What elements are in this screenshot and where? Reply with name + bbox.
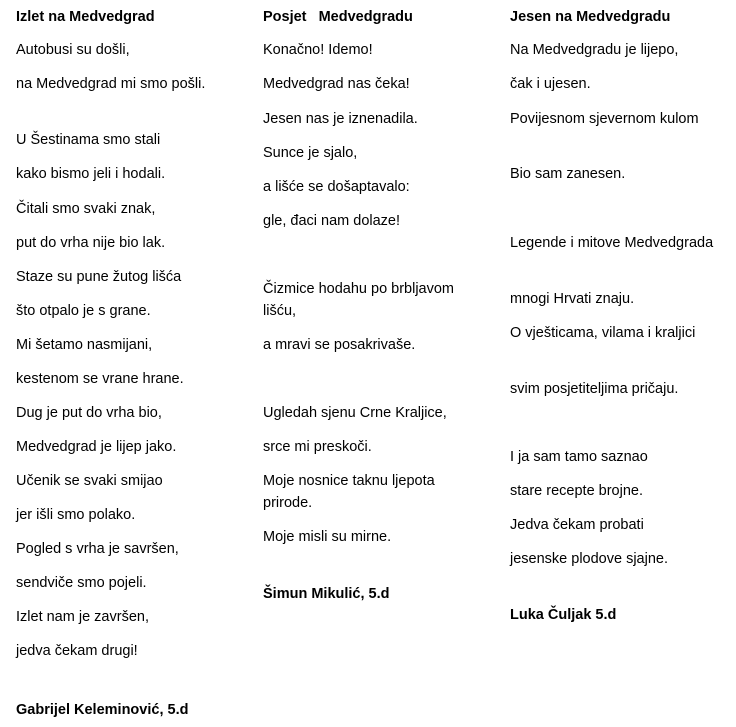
poem-line: Dug je put do vrha bio, bbox=[16, 405, 162, 421]
poem-author: Luka Čuljak 5.d bbox=[510, 607, 617, 623]
poem-line: Konačno! Idemo! bbox=[263, 42, 373, 58]
poem-line: Staze su pune žutog lišća bbox=[16, 269, 182, 285]
poem-line: Na Medvedgradu je lijepo, bbox=[510, 42, 679, 58]
poem-line: Moje misli su mirne. bbox=[263, 529, 392, 545]
poem-line: mnogi Hrvati znaju. bbox=[510, 291, 635, 307]
poem-line: Legende i mitove Medvedgrada bbox=[510, 235, 714, 251]
poem-author: Šimun Mikulić, 5.d bbox=[263, 586, 390, 602]
poem-line: Izlet nam je završen, bbox=[16, 609, 149, 625]
poem-line: Moje nosnice taknu ljepota prirode. bbox=[263, 473, 435, 511]
poem-line: čak i ujesen. bbox=[510, 76, 591, 92]
poem-line: put do vrha nije bio lak. bbox=[16, 235, 166, 251]
poem-line: O vješticama, vilama i kraljici bbox=[510, 325, 696, 341]
poem-line: Jesen nas je iznenadila. bbox=[263, 111, 418, 127]
poem-line: na Medvedgrad mi smo pošli. bbox=[16, 76, 206, 92]
poem-line: Učenik se svaki smijao bbox=[16, 473, 163, 489]
poem-line: U Šestinama smo stali bbox=[16, 132, 161, 148]
poem-line: Sunce je sjalo, bbox=[263, 145, 358, 161]
poem-line: Čitali smo svaki znak, bbox=[16, 201, 156, 217]
poem-line: Ugledah sjenu Crne Kraljice, bbox=[263, 405, 447, 421]
poem-title: Jesen na Medvedgradu bbox=[510, 9, 671, 25]
poem-line: kestenom se vrane hrane. bbox=[16, 371, 184, 387]
poem-line: jer išli smo polako. bbox=[16, 507, 136, 523]
poem-line: Pogled s vrha je savršen, bbox=[16, 541, 179, 557]
poem-line: svim posjetiteljima pričaju. bbox=[510, 381, 679, 397]
poem-line: jedva čekam drugi! bbox=[16, 643, 138, 659]
poem-line: Autobusi su došli, bbox=[16, 42, 130, 58]
poem-line: Medvedgrad nas čeka! bbox=[263, 76, 410, 92]
poem-line: a lišće se došaptavalo: bbox=[263, 179, 410, 195]
poem-line: Jedva čekam probati bbox=[510, 517, 644, 533]
poem-author: Gabrijel Keleminović, 5.d bbox=[16, 702, 189, 718]
poem-line: jesenske plodove sjajne. bbox=[510, 551, 668, 567]
poem-line: Mi šetamo nasmijani, bbox=[16, 337, 153, 353]
poem-line: što otpalo je s grane. bbox=[16, 303, 151, 319]
poem-line: a mravi se posakrivaše. bbox=[263, 337, 416, 353]
poem-line: srce mi preskoči. bbox=[263, 439, 372, 455]
poem-title: Izlet na Medvedgrad bbox=[16, 9, 155, 25]
poem-line: sendviče smo pojeli. bbox=[16, 575, 147, 591]
poem-line: Čizmice hodahu po brbljavom lišću, bbox=[263, 281, 455, 319]
poem-line: kako bismo jeli i hodali. bbox=[16, 166, 166, 182]
poem-line: Povijesnom sjevernom kulom bbox=[510, 111, 699, 127]
poem-line: gle, đaci nam dolaze! bbox=[263, 213, 401, 229]
poem-line: Medvedgrad je lijep jako. bbox=[16, 439, 177, 455]
poem-line: stare recepte brojne. bbox=[510, 483, 643, 499]
poem-title: Posjet Medvedgradu bbox=[263, 9, 413, 25]
poem-line: I ja sam tamo saznao bbox=[510, 449, 648, 465]
poem-line: Bio sam zanesen. bbox=[510, 166, 626, 182]
